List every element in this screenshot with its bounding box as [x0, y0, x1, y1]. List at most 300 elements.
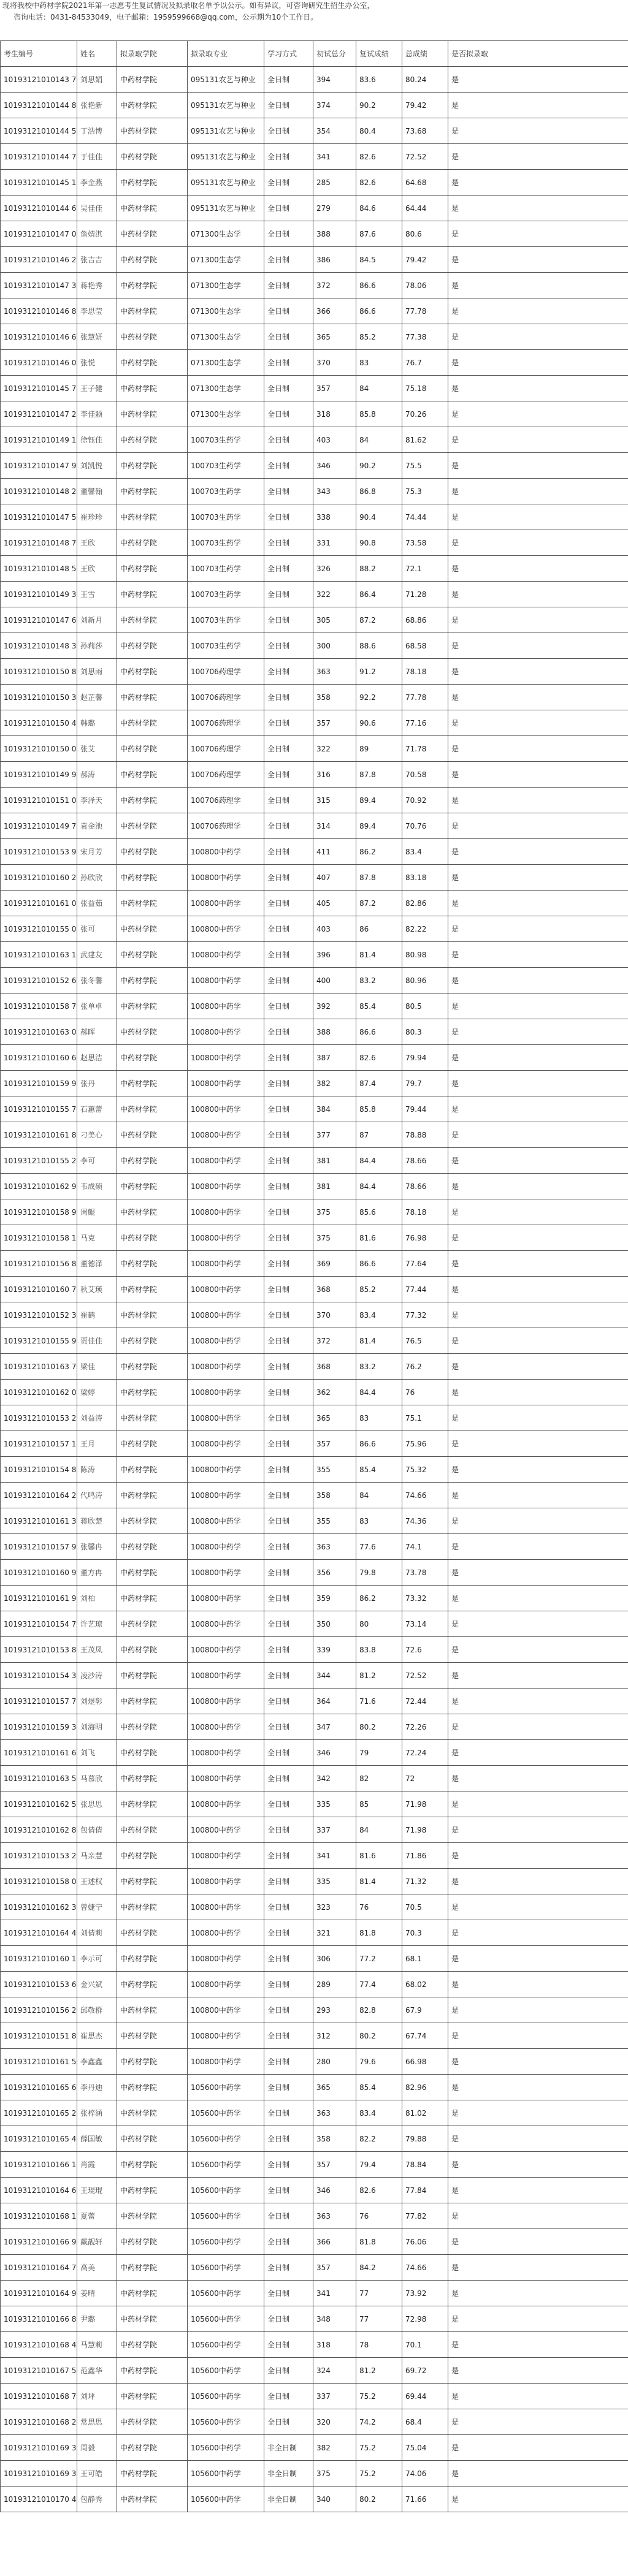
study-mode-cell: 全日制 — [264, 1611, 313, 1637]
total-score-cell: 73.58 — [402, 530, 448, 556]
major-cell: 100800中药学 — [188, 1019, 264, 1045]
table-row — [1, 2178, 628, 2203]
college-cell: 中药材学院 — [117, 659, 188, 685]
candidate-id-cell: 10193121010162 3 — [1, 1894, 77, 1920]
candidate-id-cell: 10193121010156 2 — [1, 1997, 77, 2023]
admitted-cell: 是 — [448, 1637, 628, 1663]
total-score-cell: 83.4 — [402, 839, 448, 865]
table-row — [1, 427, 628, 453]
retest-score-cell: 85.8 — [356, 1096, 402, 1122]
college-cell: 中药材学院 — [117, 2203, 188, 2229]
college-cell: 中药材学院 — [117, 1791, 188, 1817]
table-row — [1, 1611, 628, 1637]
study-mode-cell: 全日制 — [264, 298, 313, 324]
study-mode-cell: 全日制 — [264, 453, 313, 479]
name-cell: 王可皓 — [77, 2461, 117, 2487]
study-mode-cell: 全日制 — [264, 1560, 313, 1586]
total-score-cell: 76.06 — [402, 2229, 448, 2255]
candidate-id-cell: 10193121010155 9 — [1, 1328, 77, 1354]
retest-score-cell: 81.2 — [356, 1663, 402, 1689]
total-score-cell: 78.06 — [402, 273, 448, 298]
initial-score-cell: 364 — [313, 1689, 356, 1714]
initial-score-cell: 340 — [313, 2487, 356, 2512]
major-cell: 100800中药学 — [188, 1508, 264, 1534]
admitted-cell: 是 — [448, 1920, 628, 1946]
total-score-cell: 79.7 — [402, 1071, 448, 1096]
study-mode-cell: 全日制 — [264, 350, 313, 376]
table-row — [1, 1302, 628, 1328]
name-cell: 张思思 — [77, 1791, 117, 1817]
admitted-cell: 是 — [448, 530, 628, 556]
header-major: 拟录取专业 — [188, 41, 264, 67]
name-cell: 石蕙蕾 — [77, 1096, 117, 1122]
college-cell: 中药材学院 — [117, 2487, 188, 2512]
retest-score-cell: 85.4 — [356, 2075, 402, 2100]
candidate-id-cell: 10193121010150 0 — [1, 736, 77, 762]
name-cell: 薛国敏 — [77, 2126, 117, 2152]
name-cell: 马慧莉 — [77, 2332, 117, 2358]
initial-score-cell: 347 — [313, 1714, 356, 1740]
major-cell: 100800中药学 — [188, 2023, 264, 2049]
initial-score-cell: 346 — [313, 2178, 356, 2203]
initial-score-cell: 368 — [313, 1277, 356, 1302]
name-cell: 刘飞 — [77, 1740, 117, 1766]
admitted-cell: 是 — [448, 221, 628, 247]
college-cell: 中药材学院 — [117, 994, 188, 1019]
admitted-cell: 是 — [448, 196, 628, 221]
name-cell: 刘凯悦 — [77, 453, 117, 479]
admitted-cell: 是 — [448, 582, 628, 607]
study-mode-cell: 全日制 — [264, 2152, 313, 2178]
admitted-cell: 是 — [448, 401, 628, 427]
initial-score-cell: 358 — [313, 685, 356, 710]
table-row — [1, 2281, 628, 2306]
total-score-cell: 69.72 — [402, 2358, 448, 2384]
total-score-cell: 72.98 — [402, 2306, 448, 2332]
study-mode-cell: 全日制 — [264, 1637, 313, 1663]
retest-score-cell: 77.6 — [356, 1534, 402, 1560]
major-cell: 105600中药学 — [188, 2461, 264, 2487]
header-admitted: 是否拟录取 — [448, 41, 628, 67]
candidate-id-cell: 10193121010154 7 — [1, 1611, 77, 1637]
college-cell: 中药材学院 — [117, 2435, 188, 2461]
table-row — [1, 1328, 628, 1354]
study-mode-cell: 全日制 — [264, 427, 313, 453]
retest-score-cell: 77.2 — [356, 1946, 402, 1972]
total-score-cell: 76 — [402, 1380, 448, 1405]
college-cell: 中药材学院 — [117, 582, 188, 607]
candidate-id-cell: 10193121010161 5 — [1, 2049, 77, 2075]
initial-score-cell: 365 — [313, 324, 356, 350]
total-score-cell: 73.78 — [402, 1560, 448, 1586]
retest-score-cell: 81.8 — [356, 1920, 402, 1946]
table-row — [1, 2358, 628, 2384]
retest-score-cell: 85.2 — [356, 324, 402, 350]
initial-score-cell: 342 — [313, 1766, 356, 1791]
admitted-cell: 是 — [448, 2461, 628, 2487]
retest-score-cell: 83.2 — [356, 968, 402, 994]
college-cell: 中药材学院 — [117, 93, 188, 118]
retest-score-cell: 79 — [356, 1740, 402, 1766]
college-cell: 中药材学院 — [117, 762, 188, 788]
admitted-cell: 是 — [448, 2203, 628, 2229]
table-row — [1, 144, 628, 170]
name-cell: 梁佳 — [77, 1354, 117, 1380]
study-mode-cell: 全日制 — [264, 324, 313, 350]
retest-score-cell: 81.2 — [356, 2358, 402, 2384]
initial-score-cell: 368 — [313, 1354, 356, 1380]
major-cell: 100800中药学 — [188, 1199, 264, 1225]
college-cell: 中药材学院 — [117, 1457, 188, 1483]
total-score-cell: 71.78 — [402, 736, 448, 762]
major-cell: 100703生药学 — [188, 530, 264, 556]
college-cell: 中药材学院 — [117, 2358, 188, 2384]
total-score-cell: 77.78 — [402, 685, 448, 710]
table-row — [1, 247, 628, 273]
total-score-cell: 68.02 — [402, 1972, 448, 1997]
study-mode-cell: 全日制 — [264, 376, 313, 401]
table-row — [1, 942, 628, 968]
study-mode-cell: 全日制 — [264, 2229, 313, 2255]
candidate-id-cell: 10193121010161 6 — [1, 1740, 77, 1766]
candidate-id-cell: 10193121010152 6 — [1, 968, 77, 994]
major-cell: 071300生态学 — [188, 273, 264, 298]
college-cell: 中药材学院 — [117, 1946, 188, 1972]
table-row — [1, 2487, 628, 2512]
candidate-id-cell: 10193121010161 9 — [1, 1586, 77, 1611]
retest-score-cell: 84.4 — [356, 1148, 402, 1174]
major-cell: 105600中药学 — [188, 2126, 264, 2152]
major-cell: 071300生态学 — [188, 298, 264, 324]
candidate-id-cell: 10193121010149 9 — [1, 762, 77, 788]
retest-score-cell: 75.2 — [356, 2461, 402, 2487]
initial-score-cell: 381 — [313, 1174, 356, 1199]
admitted-cell: 是 — [448, 1148, 628, 1174]
study-mode-cell: 全日制 — [264, 2203, 313, 2229]
college-cell: 中药材学院 — [117, 556, 188, 582]
study-mode-cell: 全日制 — [264, 1972, 313, 1997]
initial-score-cell: 388 — [313, 1019, 356, 1045]
study-mode-cell: 全日制 — [264, 582, 313, 607]
initial-score-cell: 300 — [313, 633, 356, 659]
table-row — [1, 1586, 628, 1611]
total-score-cell: 78.88 — [402, 1122, 448, 1148]
total-score-cell: 71.98 — [402, 1817, 448, 1843]
admitted-cell: 是 — [448, 1817, 628, 1843]
initial-score-cell: 384 — [313, 1096, 356, 1122]
name-cell: 肖霞 — [77, 2152, 117, 2178]
study-mode-cell: 全日制 — [264, 813, 313, 839]
candidate-id-cell: 10193121010164 7 — [1, 2255, 77, 2281]
college-cell: 中药材学院 — [117, 916, 188, 942]
candidate-id-cell: 10193121010154 3 — [1, 1663, 77, 1689]
college-cell: 中药材学院 — [117, 1714, 188, 1740]
study-mode-cell: 全日制 — [264, 1457, 313, 1483]
retest-score-cell: 90.2 — [356, 453, 402, 479]
header-initial-score: 初试总分 — [313, 41, 356, 67]
admitted-cell: 是 — [448, 607, 628, 633]
table-row — [1, 788, 628, 813]
header-college: 拟录取学院 — [117, 41, 188, 67]
total-score-cell: 80.3 — [402, 1019, 448, 1045]
admitted-cell: 是 — [448, 1508, 628, 1534]
admitted-cell: 是 — [448, 865, 628, 891]
college-cell: 中药材学院 — [117, 736, 188, 762]
total-score-cell: 81.62 — [402, 427, 448, 453]
admitted-cell: 是 — [448, 2306, 628, 2332]
study-mode-cell: 全日制 — [264, 685, 313, 710]
college-cell: 中药材学院 — [117, 1508, 188, 1534]
initial-score-cell: 318 — [313, 401, 356, 427]
retest-score-cell: 87.4 — [356, 1071, 402, 1096]
major-cell: 100800中药学 — [188, 1174, 264, 1199]
initial-score-cell: 346 — [313, 453, 356, 479]
college-cell: 中药材学院 — [117, 118, 188, 144]
college-cell: 中药材学院 — [117, 1096, 188, 1122]
total-score-cell: 70.92 — [402, 788, 448, 813]
retest-score-cell: 85 — [356, 1791, 402, 1817]
college-cell: 中药材学院 — [117, 1045, 188, 1071]
name-cell: 李鑫鑫 — [77, 2049, 117, 2075]
candidate-id-cell: 10193121010150 8 — [1, 659, 77, 685]
candidate-id-cell: 10193121010146 8 — [1, 298, 77, 324]
major-cell: 071300生态学 — [188, 324, 264, 350]
name-cell: 李可 — [77, 1148, 117, 1174]
name-cell: 包静秀 — [77, 2487, 117, 2512]
initial-score-cell: 354 — [313, 118, 356, 144]
name-cell: 李思莹 — [77, 298, 117, 324]
college-cell: 中药材学院 — [117, 865, 188, 891]
retest-score-cell: 83.6 — [356, 67, 402, 93]
admitted-cell: 是 — [448, 762, 628, 788]
total-score-cell: 75.18 — [402, 376, 448, 401]
study-mode-cell: 全日制 — [264, 1225, 313, 1251]
initial-score-cell: 375 — [313, 1199, 356, 1225]
candidate-id-cell: 10193121010147 9 — [1, 453, 77, 479]
total-score-cell: 82.86 — [402, 891, 448, 916]
table-row — [1, 376, 628, 401]
initial-score-cell: 344 — [313, 1663, 356, 1689]
total-score-cell: 70.3 — [402, 1920, 448, 1946]
study-mode-cell: 全日制 — [264, 916, 313, 942]
table-row — [1, 118, 628, 144]
admitted-cell: 是 — [448, 1019, 628, 1045]
name-cell: 王雪 — [77, 582, 117, 607]
admitted-cell: 是 — [448, 1946, 628, 1972]
candidate-id-cell: 10193121010163 7 — [1, 1354, 77, 1380]
total-score-cell: 67.74 — [402, 2023, 448, 2049]
retest-score-cell: 81.4 — [356, 942, 402, 968]
total-score-cell: 74.1 — [402, 1534, 448, 1560]
name-cell: 马慕欣 — [77, 1766, 117, 1791]
college-cell: 中药材学院 — [117, 1586, 188, 1611]
candidate-id-cell: 10193121010154 8 — [1, 1457, 77, 1483]
major-cell: 100800中药学 — [188, 1843, 264, 1869]
initial-score-cell: 357 — [313, 376, 356, 401]
total-score-cell: 79.44 — [402, 1096, 448, 1122]
candidate-id-cell: 10193121010161 8 — [1, 1122, 77, 1148]
retest-score-cell: 89.4 — [356, 813, 402, 839]
admitted-cell: 是 — [448, 2229, 628, 2255]
initial-score-cell: 403 — [313, 916, 356, 942]
study-mode-cell: 全日制 — [264, 2255, 313, 2281]
study-mode-cell: 全日制 — [264, 1508, 313, 1534]
admitted-cell: 是 — [448, 710, 628, 736]
table-body — [1, 67, 628, 2512]
college-cell: 中药材学院 — [117, 2178, 188, 2203]
study-mode-cell: 全日制 — [264, 1328, 313, 1354]
name-cell: 赵芷馨 — [77, 685, 117, 710]
name-cell: 孙莉莎 — [77, 633, 117, 659]
retest-score-cell: 80 — [356, 1611, 402, 1637]
name-cell: 武建友 — [77, 942, 117, 968]
total-score-cell: 77.78 — [402, 298, 448, 324]
initial-score-cell: 323 — [313, 1894, 356, 1920]
name-cell: 崔思杰 — [77, 2023, 117, 2049]
admitted-cell: 是 — [448, 144, 628, 170]
total-score-cell: 78.18 — [402, 659, 448, 685]
admitted-cell: 是 — [448, 1174, 628, 1199]
initial-score-cell: 357 — [313, 2152, 356, 2178]
study-mode-cell: 全日制 — [264, 1894, 313, 1920]
admitted-cell: 是 — [448, 93, 628, 118]
admitted-cell: 是 — [448, 968, 628, 994]
initial-score-cell: 321 — [313, 1920, 356, 1946]
name-cell: 刘海明 — [77, 1714, 117, 1740]
name-cell: 梁婷 — [77, 1380, 117, 1405]
candidate-id-cell: 10193121010160 7 — [1, 1277, 77, 1302]
retest-score-cell: 84.2 — [356, 2255, 402, 2281]
name-cell: 董馨翰 — [77, 479, 117, 504]
retest-score-cell: 87.8 — [356, 865, 402, 891]
total-score-cell: 70.58 — [402, 762, 448, 788]
name-cell: 刘新月 — [77, 607, 117, 633]
college-cell: 中药材学院 — [117, 1148, 188, 1174]
total-score-cell: 70.26 — [402, 401, 448, 427]
initial-score-cell: 312 — [313, 2023, 356, 2049]
initial-score-cell: 375 — [313, 1225, 356, 1251]
college-cell: 中药材学院 — [117, 221, 188, 247]
retest-score-cell: 82.2 — [356, 2126, 402, 2152]
major-cell: 100800中药学 — [188, 865, 264, 891]
admitted-cell: 是 — [448, 1071, 628, 1096]
admitted-cell: 是 — [448, 633, 628, 659]
table-row — [1, 1380, 628, 1405]
total-score-cell: 70.1 — [402, 2332, 448, 2358]
college-cell: 中药材学院 — [117, 1225, 188, 1251]
candidate-id-cell: 10193121010157 9 — [1, 1534, 77, 1560]
initial-score-cell: 400 — [313, 968, 356, 994]
table-row — [1, 891, 628, 916]
name-cell: 张艾 — [77, 736, 117, 762]
admitted-cell: 是 — [448, 67, 628, 93]
candidate-id-cell: 10193121010164 2 — [1, 1483, 77, 1508]
college-cell: 中药材学院 — [117, 1869, 188, 1894]
candidate-id-cell: 10193121010163 5 — [1, 1766, 77, 1791]
name-cell: 宋月芳 — [77, 839, 117, 865]
total-score-cell: 76.5 — [402, 1328, 448, 1354]
major-cell: 100703生药学 — [188, 607, 264, 633]
name-cell: 周毅 — [77, 2435, 117, 2461]
study-mode-cell: 全日制 — [264, 1096, 313, 1122]
college-cell: 中药材学院 — [117, 1174, 188, 1199]
total-score-cell: 74.36 — [402, 1508, 448, 1534]
retest-score-cell: 81.8 — [356, 2229, 402, 2255]
candidate-id-cell: 10193121010153 9 — [1, 839, 77, 865]
name-cell: 蒋艳秀 — [77, 273, 117, 298]
study-mode-cell: 全日制 — [264, 788, 313, 813]
major-cell: 100800中药学 — [188, 1354, 264, 1380]
retest-score-cell: 86.6 — [356, 298, 402, 324]
major-cell: 071300生态学 — [188, 376, 264, 401]
table-row — [1, 685, 628, 710]
initial-score-cell: 370 — [313, 1302, 356, 1328]
initial-score-cell: 366 — [313, 298, 356, 324]
admitted-cell: 是 — [448, 1045, 628, 1071]
total-score-cell: 73.92 — [402, 2281, 448, 2306]
college-cell: 中药材学院 — [117, 839, 188, 865]
major-cell: 095131农艺与种业 — [188, 144, 264, 170]
college-cell: 中药材学院 — [117, 350, 188, 376]
admitted-cell: 是 — [448, 916, 628, 942]
study-mode-cell: 全日制 — [264, 273, 313, 298]
name-cell: 夏蕾 — [77, 2203, 117, 2229]
retest-score-cell: 85.2 — [356, 1277, 402, 1302]
admitted-cell: 是 — [448, 1714, 628, 1740]
table-row — [1, 1148, 628, 1174]
study-mode-cell: 全日制 — [264, 1843, 313, 1869]
candidate-id-cell: 10193121010164 6 — [1, 2178, 77, 2203]
major-cell: 100706药理学 — [188, 813, 264, 839]
college-cell: 中药材学院 — [117, 1354, 188, 1380]
study-mode-cell: 全日制 — [264, 1122, 313, 1148]
initial-score-cell: 315 — [313, 788, 356, 813]
candidate-id-cell: 10193121010162 8 — [1, 1817, 77, 1843]
college-cell: 中药材学院 — [117, 2306, 188, 2332]
admitted-cell: 是 — [448, 350, 628, 376]
candidate-id-cell: 10193121010161 3 — [1, 1508, 77, 1534]
table-row — [1, 2384, 628, 2409]
total-score-cell: 66.98 — [402, 2049, 448, 2075]
college-cell: 中药材学院 — [117, 1997, 188, 2023]
candidate-id-cell: 10193121010168 4 — [1, 2332, 77, 2358]
name-cell: 邱敬群 — [77, 1997, 117, 2023]
study-mode-cell: 全日制 — [264, 865, 313, 891]
total-score-cell: 83.18 — [402, 865, 448, 891]
candidate-id-cell: 10193121010162 9 — [1, 1174, 77, 1199]
college-cell: 中药材学院 — [117, 1199, 188, 1225]
admitted-cell: 是 — [448, 788, 628, 813]
initial-score-cell: 343 — [313, 479, 356, 504]
study-mode-cell: 全日制 — [264, 1277, 313, 1302]
total-score-cell: 77.84 — [402, 2178, 448, 2203]
study-mode-cell: 全日制 — [264, 1663, 313, 1689]
admitted-cell: 是 — [448, 2435, 628, 2461]
candidate-id-cell: 10193121010146 0 — [1, 350, 77, 376]
initial-score-cell: 366 — [313, 2229, 356, 2255]
major-cell: 100800中药学 — [188, 994, 264, 1019]
retest-score-cell: 86.6 — [356, 1251, 402, 1277]
table-row — [1, 170, 628, 196]
admitted-cell: 是 — [448, 1302, 628, 1328]
initial-score-cell: 374 — [313, 93, 356, 118]
college-cell: 中药材学院 — [117, 1560, 188, 1586]
major-cell: 100800中药学 — [188, 916, 264, 942]
college-cell: 中药材学院 — [117, 2409, 188, 2435]
candidate-id-cell: 10193121010169 3 — [1, 2461, 77, 2487]
college-cell: 中药材学院 — [117, 2332, 188, 2358]
notice-line-1: 现将我校中药材学院2021年第一志愿考生复试情况及拟录取名单予以公示。如有异议，可咨询研究生招生办公室， — [2, 1, 375, 10]
